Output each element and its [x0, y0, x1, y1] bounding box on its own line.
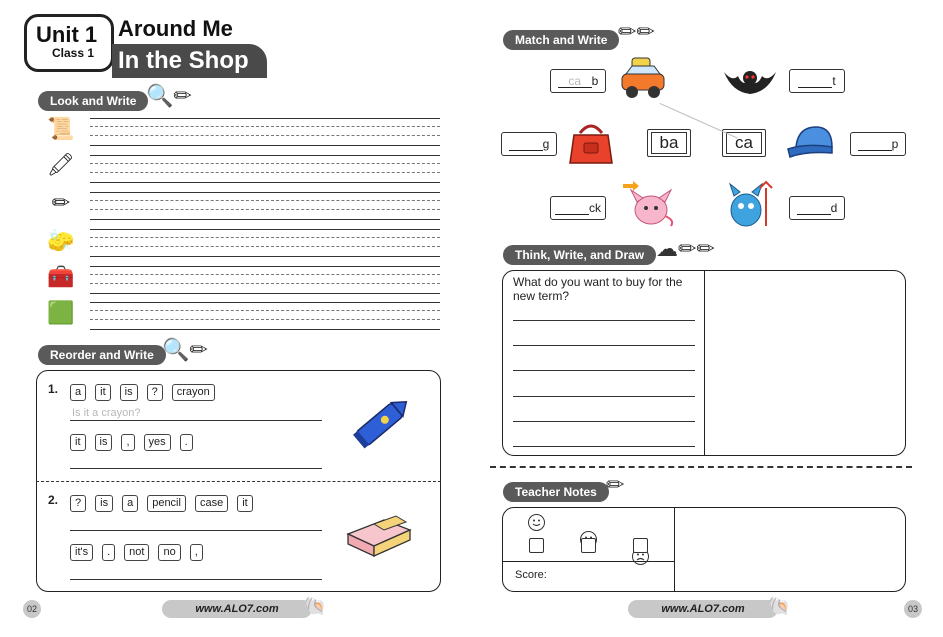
- word-tile[interactable]: ,: [121, 434, 134, 451]
- bag-picture: [566, 118, 616, 168]
- letter-card-text: ca: [726, 132, 762, 154]
- blue-devil-picture: [722, 180, 776, 230]
- taxi-cab-picture: [617, 55, 669, 103]
- section-reorder-write: Reorder and Write: [38, 345, 166, 365]
- word-suffix: p: [891, 137, 899, 151]
- crayon-illustration: [346, 392, 416, 459]
- match-word-back[interactable]: [550, 196, 606, 220]
- pencils-deco-icon: ✏✏: [618, 19, 655, 44]
- answer-line[interactable]: [513, 345, 695, 346]
- match-answer[interactable]: [797, 202, 831, 215]
- section-match-write: Match and Write: [503, 30, 619, 50]
- match-answer[interactable]: [798, 75, 832, 88]
- sharpener-icon: 🟩: [47, 300, 75, 325]
- think-question: What do you want to buy for the new term?: [513, 275, 683, 303]
- answer-line[interactable]: [70, 468, 322, 469]
- word-tile[interactable]: a: [70, 384, 86, 401]
- writing-line-2[interactable]: [90, 155, 440, 183]
- word-tiles-row: [70, 542, 212, 561]
- question-number: 1.: [48, 382, 59, 396]
- answer-line[interactable]: [70, 530, 322, 531]
- word-tile[interactable]: ?: [70, 495, 86, 512]
- cloud-pencils-icon: ☁✏✏: [656, 236, 715, 261]
- reorder-divider: [36, 481, 441, 482]
- match-word-bat[interactable]: [789, 69, 845, 93]
- match-word-bag[interactable]: [501, 132, 557, 156]
- word-tile[interactable]: a: [122, 495, 138, 512]
- answer-line[interactable]: [513, 396, 695, 397]
- word-tiles-row: [70, 432, 202, 451]
- score-divider: [502, 561, 674, 562]
- word-tile[interactable]: it: [237, 495, 253, 512]
- answer-line[interactable]: [513, 446, 695, 447]
- crayon-icon: 🖍: [47, 152, 75, 177]
- word-tile[interactable]: .: [180, 434, 193, 451]
- pencil-case-icon: 🧰: [47, 264, 75, 289]
- word-tile[interactable]: ?: [147, 384, 163, 401]
- happy-checkbox[interactable]: [529, 538, 544, 553]
- shells-icon: 🐚: [304, 596, 327, 616]
- answer-hint: Is it a crayon?: [72, 407, 141, 419]
- word-tile[interactable]: it: [70, 434, 86, 451]
- word-tile[interactable]: yes: [144, 434, 171, 451]
- word-suffix: t: [832, 74, 836, 88]
- word-tile[interactable]: is: [95, 434, 113, 451]
- writing-line-4[interactable]: [90, 229, 440, 257]
- word-tile[interactable]: crayon: [172, 384, 215, 401]
- eraser-icon: 🧽: [47, 228, 75, 253]
- letter-card-ba[interactable]: [647, 129, 691, 157]
- teacher-notes-separator: [490, 466, 912, 468]
- teacher-notes-area[interactable]: [676, 509, 904, 590]
- score-label: Score:: [515, 569, 547, 581]
- answer-line[interactable]: [513, 421, 695, 422]
- paper-icon: 📜: [47, 116, 75, 141]
- bat-picture: [722, 61, 778, 99]
- word-suffix: g: [542, 137, 550, 151]
- writing-line-1[interactable]: [90, 118, 440, 146]
- writing-line-3[interactable]: [90, 192, 440, 220]
- lesson-title: In the Shop: [118, 47, 249, 74]
- word-tile[interactable]: case: [195, 495, 228, 512]
- page-number: 03: [904, 600, 922, 618]
- unit-title: Unit 1: [36, 22, 98, 47]
- match-answer[interactable]: [509, 138, 543, 151]
- answer-line[interactable]: [513, 320, 695, 321]
- sad-checkbox[interactable]: [633, 538, 648, 553]
- answer-line[interactable]: [513, 370, 695, 371]
- match-word-cab[interactable]: [550, 69, 606, 93]
- pencil-deco-icon: ✏: [606, 472, 625, 497]
- unit-class: Class 1: [52, 46, 95, 60]
- section-teacher-notes: Teacher Notes: [503, 482, 609, 502]
- word-tiles-row: [70, 382, 224, 401]
- footer-site[interactable]: www.ALO7.com: [628, 600, 778, 618]
- writing-line-6[interactable]: [90, 302, 440, 330]
- match-answer[interactable]: [858, 138, 892, 151]
- word-tiles-row: [70, 493, 262, 512]
- happy-face-icon: [528, 514, 545, 531]
- magnifier-pencil-icon: 🔍✏: [162, 337, 208, 362]
- question-number: 2.: [48, 493, 59, 507]
- word-tile[interactable]: is: [95, 495, 113, 512]
- word-suffix: d: [830, 201, 838, 215]
- word-tile[interactable]: no: [158, 544, 180, 561]
- section-think-write-draw: Think, Write, and Draw: [503, 245, 656, 265]
- word-tile[interactable]: it: [95, 384, 111, 401]
- match-answer[interactable]: ca: [558, 75, 592, 88]
- letter-card-text: ba: [651, 132, 687, 154]
- magnifier-pencil-icon: 🔍✏: [146, 83, 192, 108]
- think-divider: [704, 270, 705, 456]
- answer-line[interactable]: [70, 579, 322, 580]
- teacher-notes-divider: [674, 507, 675, 592]
- footer-site[interactable]: www.ALO7.com: [162, 600, 312, 618]
- drawing-area[interactable]: [706, 272, 904, 454]
- word-suffix: ck: [589, 201, 601, 215]
- cap-picture: [786, 121, 840, 165]
- word-tile[interactable]: it's: [70, 544, 93, 561]
- answer-line[interactable]: [70, 420, 322, 421]
- writing-line-5[interactable]: [90, 266, 440, 294]
- pink-creature-back-picture: [621, 180, 677, 230]
- unit-theme: Around Me: [118, 16, 233, 41]
- page-number: 02: [23, 600, 41, 618]
- section-look-write: Look and Write: [38, 91, 148, 111]
- word-tile[interactable]: .: [102, 544, 115, 561]
- word-suffix: b: [591, 74, 599, 88]
- match-word-cad[interactable]: [789, 196, 845, 220]
- match-answer[interactable]: [555, 202, 589, 215]
- word-tile[interactable]: ,: [190, 544, 203, 561]
- word-tile[interactable]: is: [120, 384, 138, 401]
- neutral-checkbox[interactable]: [581, 538, 596, 553]
- match-word-cap[interactable]: [850, 132, 906, 156]
- word-tile[interactable]: not: [124, 544, 149, 561]
- shells-icon: 🐚: [768, 596, 791, 616]
- pencils-icon: ✏: [51, 190, 71, 215]
- word-tile[interactable]: pencil: [147, 495, 186, 512]
- eraser-illustration: [344, 512, 414, 565]
